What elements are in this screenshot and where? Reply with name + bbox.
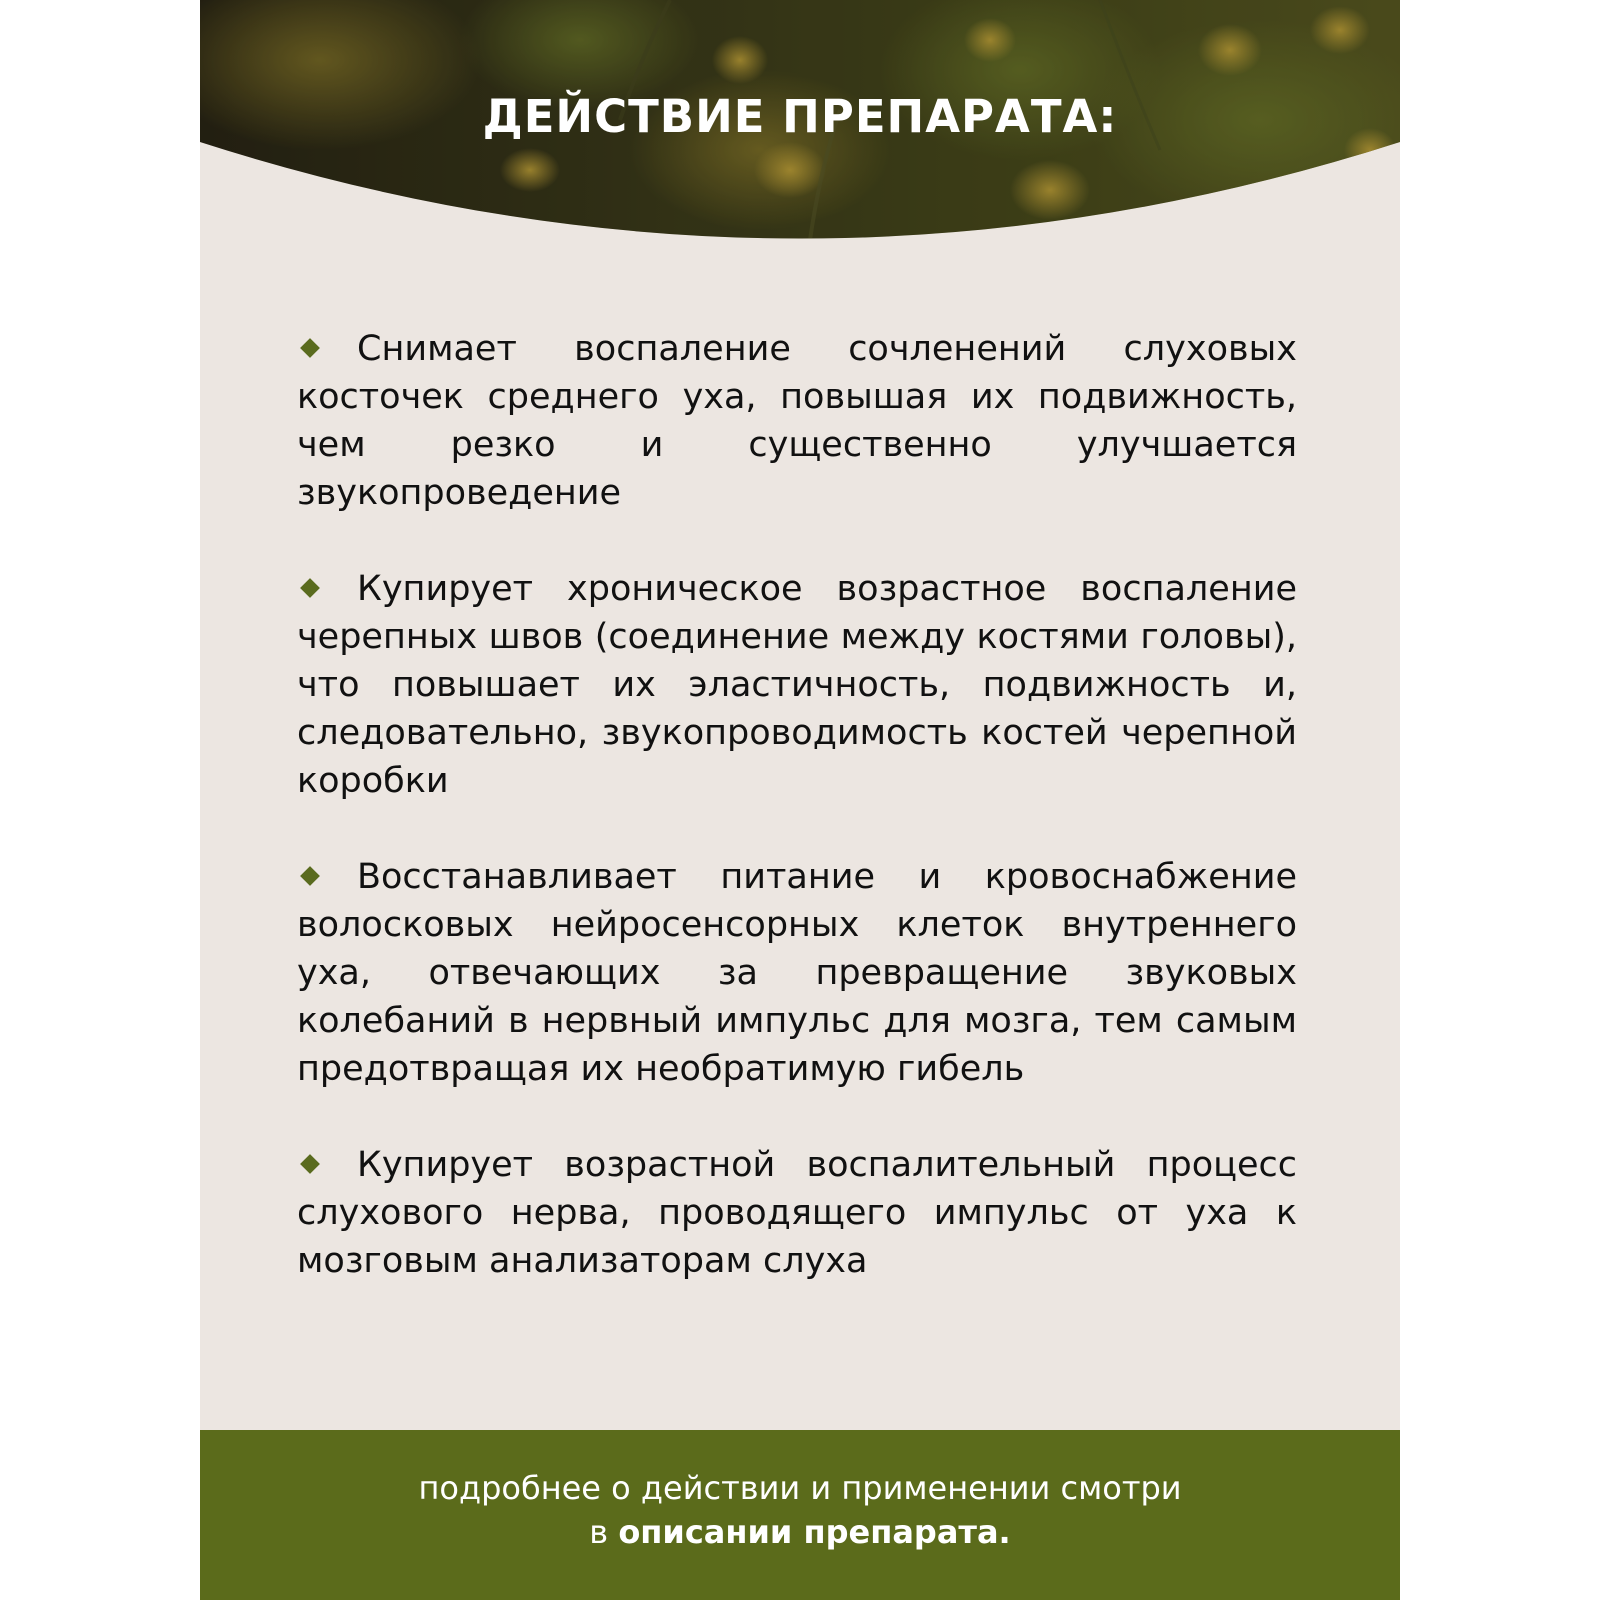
page-title: ДЕЙСТВИЕ ПРЕПАРАТА:: [482, 90, 1118, 143]
footer-line-2-bold: описании препарата.: [618, 1513, 1011, 1551]
diamond-bullet-icon: [300, 866, 320, 886]
diamond-bullet-icon: [300, 578, 320, 598]
footer-line-2: [200, 1510, 1400, 1554]
footer-note: [200, 1466, 1400, 1554]
list-item-text: Восстанавливает питание и кровоснабжение волосковых нейросенсорных клеток внутреннего уха, отвечающих за превращение звуковых колебаний в нервный импульс для мозга, тем самым предотвращая их необратимую гибель: [297, 857, 1297, 1089]
list-item: [297, 1141, 1297, 1285]
footer-line-2-prefix: в: [589, 1513, 619, 1551]
benefits-list: [297, 325, 1297, 1333]
list-item: [297, 565, 1297, 805]
list-item-text: Купирует хроническое возрастное воспаление черепных швов (соединение между костями головы), что повышает их эластичность, подвижность и, следовательно, звукопроводимость костей черепной коробки: [297, 569, 1297, 801]
info-card: [200, 0, 1400, 1600]
list-item: [297, 853, 1297, 1093]
footer-line-1: подробнее о действии и применении смотри: [418, 1469, 1182, 1507]
footer-bar: [200, 1430, 1400, 1600]
list-item-text: Снимает воспаление сочленений слуховых косточек среднего уха, повышая их подвижность, чем резко и существенно улучшается звукопроведение: [297, 329, 1297, 513]
list-item: [297, 325, 1297, 517]
diamond-bullet-icon: [300, 338, 320, 358]
list-item-text: Купирует возрастной воспалительный процесс слухового нерва, проводящего импульс от уха к мозговым анализаторам слуха: [297, 1145, 1297, 1281]
diamond-bullet-icon: [300, 1154, 320, 1174]
